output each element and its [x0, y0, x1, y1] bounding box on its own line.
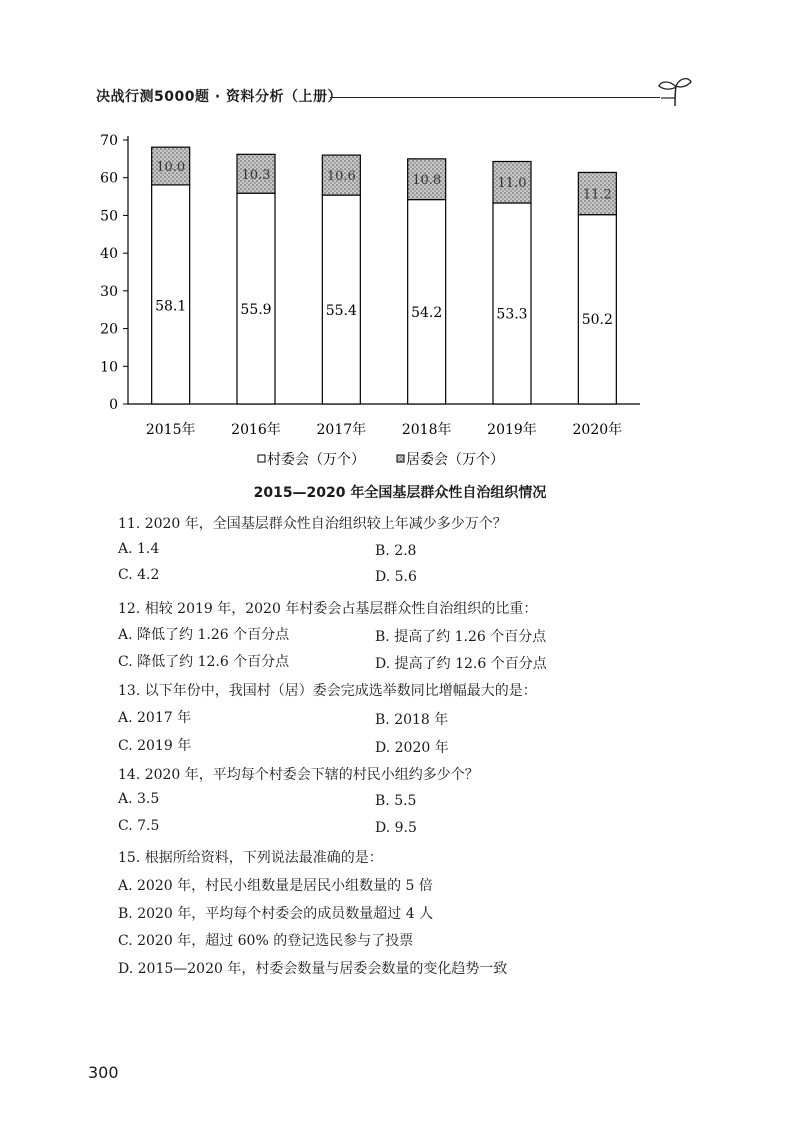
question-12-option-a[interactable]: A. 降低了约 1.26 个百分点 — [118, 627, 290, 643]
question-11-option-c[interactable]: C. 4.2 — [118, 567, 160, 583]
x-tick-label: 2020年 — [572, 422, 623, 438]
bar-village-2015年 — [152, 185, 190, 404]
y-tick-label: 40 — [100, 246, 118, 263]
y-tick-label: 70 — [100, 133, 118, 149]
question-13-option-a[interactable]: A. 2017 年 — [118, 710, 192, 726]
data-label-village: 50.2 — [581, 311, 613, 328]
legend-swatch-village — [258, 455, 265, 462]
question-14-stem: 14. 2020 年，平均每个村委会下辖的村民小组约多少个？ — [118, 767, 479, 783]
data-label-village: 53.3 — [496, 306, 528, 323]
legend-label-residents: 居委会（万个） — [406, 452, 504, 468]
x-axis-labels — [146, 421, 622, 438]
question-15-option-d[interactable]: D. 2015—2020 年，村委会数量与居委会数量的变化趋势一致 — [118, 961, 508, 977]
y-tick-label: 0 — [109, 397, 118, 413]
x-tick-label: 2016年 — [231, 422, 281, 438]
y-tick-label: 10 — [100, 359, 118, 376]
bar-village-2017年 — [322, 195, 360, 404]
book-header-title: 决战行测5000题 · 资料分析（上册） — [96, 89, 343, 105]
question-15-option-c[interactable]: C. 2020 年，超过 60% 的登记选民参与了投票 — [118, 933, 414, 949]
question-13-option-c[interactable]: C. 2019 年 — [118, 738, 192, 754]
question-11-option-b[interactable]: B. 2.8 — [375, 543, 417, 559]
question-13-stem: 13. 以下年份中，我国村（居）委会完成选举数同比增幅最大的是： — [118, 683, 537, 699]
question-11-option-a[interactable]: A. 1.4 — [118, 541, 160, 557]
question-15-option-b[interactable]: B. 2020 年，平均每个村委会的成员数量超过 4 人 — [118, 906, 434, 922]
legend-label-village: 村委会（万个） — [267, 452, 365, 468]
data-label-village: 55.4 — [325, 302, 357, 319]
page-number: 300 — [88, 1063, 119, 1082]
data-label-residents: 11.2 — [582, 187, 612, 203]
legend — [258, 451, 504, 468]
x-tick-label: 2017年 — [316, 422, 367, 438]
data-label-residents: 11.0 — [497, 176, 527, 192]
data-label-village: 55.9 — [240, 302, 272, 319]
data-label-residents: 10.8 — [412, 173, 442, 189]
question-11-option-d[interactable]: D. 5.6 — [375, 569, 417, 585]
question-12-stem: 12. 相较 2019 年，2020 年村委会占基层群众性自治组织的比重： — [118, 601, 538, 617]
y-tick-label: 30 — [100, 283, 118, 300]
question-14-option-c[interactable]: C. 7.5 — [118, 818, 160, 834]
data-label-village: 58.1 — [155, 298, 187, 315]
y-tick-label: 20 — [100, 321, 118, 338]
question-14-option-b[interactable]: B. 5.5 — [375, 793, 417, 809]
question-12-option-c[interactable]: C. 降低了约 12.6 个百分点 — [118, 654, 290, 670]
question-13-option-b[interactable]: B. 2018 年 — [375, 712, 449, 728]
question-11-stem: 11. 2020 年，全国基层群众性自治组织较上年减少多少万个？ — [118, 516, 507, 532]
bar-village-2019年 — [493, 203, 531, 404]
y-tick-label: 60 — [100, 170, 118, 187]
question-14-option-d[interactable]: D. 9.5 — [375, 820, 417, 836]
x-tick-label: 2019年 — [487, 422, 537, 438]
question-12-option-d[interactable]: D. 提高了约 12.6 个百分点 — [375, 656, 547, 672]
data-label-residents: 10.6 — [326, 169, 356, 185]
y-tick-label: 50 — [100, 208, 118, 225]
question-14-option-a[interactable]: A. 3.5 — [118, 791, 160, 807]
x-tick-label: 2018年 — [401, 422, 452, 438]
data-label-residents: 10.0 — [156, 160, 186, 176]
bars — [152, 147, 617, 404]
question-12-option-b[interactable]: B. 提高了约 1.26 个百分点 — [375, 629, 547, 645]
bar-village-2016年 — [237, 193, 275, 404]
data-label-village: 54.2 — [411, 305, 443, 322]
question-15-stem: 15. 根据所给资料，下列说法最准确的是： — [118, 850, 383, 866]
legend-swatch-residents — [397, 455, 404, 462]
stacked-bar-chart — [0, 0, 800, 500]
question-13-option-d[interactable]: D. 2020 年 — [375, 740, 449, 756]
chart-title: 2015—2020 年全国基层群众性自治组织情况 — [253, 485, 547, 501]
x-tick-label: 2015年 — [145, 422, 196, 438]
bar-village-2018年 — [408, 200, 446, 404]
data-label-residents: 10.3 — [241, 167, 271, 183]
bar-village-2020年 — [578, 215, 616, 404]
question-15-option-a[interactable]: A. 2020 年，村民小组数量是居民小组数量的 5 倍 — [118, 878, 433, 894]
